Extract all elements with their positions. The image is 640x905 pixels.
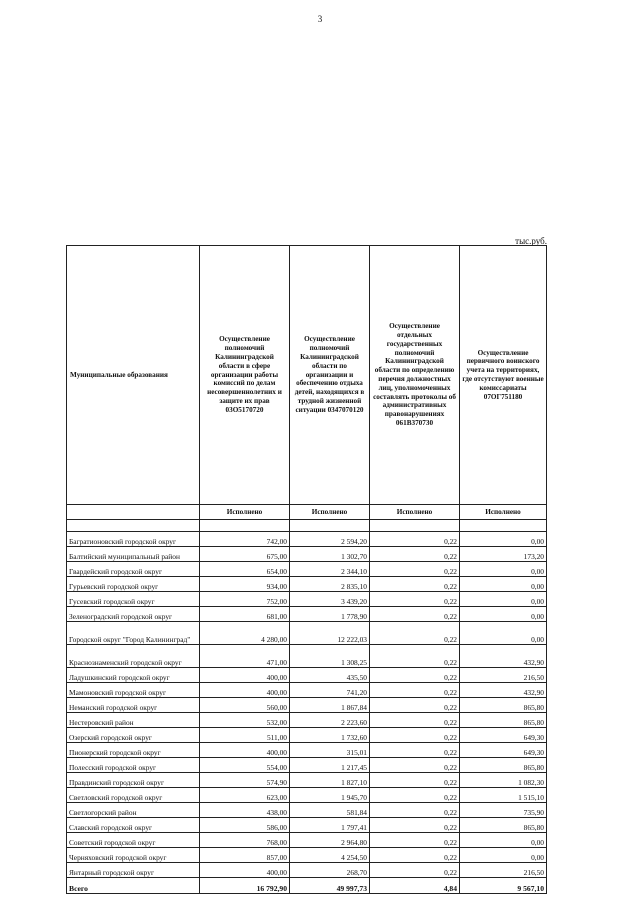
municipality-name: Янтарный городской округ bbox=[67, 863, 200, 878]
page-number: 3 bbox=[317, 14, 323, 24]
value-officials-list: 0,22 bbox=[370, 683, 460, 698]
municipality-name: Ладушкинский городской округ bbox=[67, 668, 200, 683]
value-commissions: 768,00 bbox=[200, 833, 290, 848]
value-children-rest: 1 732,60 bbox=[290, 728, 370, 743]
value-officials-list: 0,22 bbox=[370, 728, 460, 743]
municipality-name: Правдинский городской округ bbox=[67, 773, 200, 788]
value-commissions: 560,00 bbox=[200, 698, 290, 713]
value-children-rest: 1 778,90 bbox=[290, 607, 370, 622]
value-military-registration: 865,80 bbox=[460, 758, 547, 773]
municipality-name: Озерский городской округ bbox=[67, 728, 200, 743]
value-officials-list: 0,22 bbox=[370, 547, 460, 562]
table-row bbox=[67, 607, 547, 622]
status-cell bbox=[67, 505, 200, 520]
total-row bbox=[67, 878, 547, 894]
table-row bbox=[67, 803, 547, 818]
municipality-name: Мамоновский городской округ bbox=[67, 683, 200, 698]
value-military-registration: 0,00 bbox=[460, 622, 547, 645]
value-military-registration: 0,00 bbox=[460, 532, 547, 547]
table-row bbox=[67, 818, 547, 833]
table-row bbox=[67, 645, 547, 668]
municipality-name: Багратионовский городской округ bbox=[67, 532, 200, 547]
value-commissions: 532,00 bbox=[200, 713, 290, 728]
value-military-registration: 216,50 bbox=[460, 668, 547, 683]
value-officials-list: 0,22 bbox=[370, 743, 460, 758]
value-commissions: 438,00 bbox=[200, 803, 290, 818]
value-children-rest: 1 827,10 bbox=[290, 773, 370, 788]
value-children-rest: 1 217,45 bbox=[290, 758, 370, 773]
value-children-rest: 2 594,20 bbox=[290, 532, 370, 547]
value-military-registration: 0,00 bbox=[460, 577, 547, 592]
value-commissions: 471,00 bbox=[200, 645, 290, 668]
status-cell: Исполнено bbox=[460, 505, 547, 520]
value-officials-list: 0,22 bbox=[370, 863, 460, 878]
municipality-name: Славский городской округ bbox=[67, 818, 200, 833]
value-children-rest: 2 835,10 bbox=[290, 577, 370, 592]
value-military-registration: 865,80 bbox=[460, 818, 547, 833]
status-cell: Исполнено bbox=[370, 505, 460, 520]
table-body bbox=[67, 532, 547, 878]
value-officials-list: 0,22 bbox=[370, 803, 460, 818]
municipality-name: Гурьевский городской округ bbox=[67, 577, 200, 592]
table-row bbox=[67, 713, 547, 728]
municipality-name: Гвардейский городской округ bbox=[67, 562, 200, 577]
table-row bbox=[67, 592, 547, 607]
value-children-rest: 2 344,10 bbox=[290, 562, 370, 577]
value-officials-list: 0,22 bbox=[370, 577, 460, 592]
spacer-row bbox=[67, 520, 547, 532]
value-children-rest: 741,20 bbox=[290, 683, 370, 698]
value-officials-list: 0,22 bbox=[370, 848, 460, 863]
value-officials-list: 0,22 bbox=[370, 758, 460, 773]
value-commissions: 586,00 bbox=[200, 818, 290, 833]
status-cell: Исполнено bbox=[290, 505, 370, 520]
value-military-registration: 649,30 bbox=[460, 743, 547, 758]
value-children-rest: 12 222,03 bbox=[290, 622, 370, 645]
value-commissions: 752,00 bbox=[200, 592, 290, 607]
value-children-rest: 1 797,41 bbox=[290, 818, 370, 833]
units-label: тыс.руб. bbox=[515, 236, 547, 246]
value-commissions: 857,00 bbox=[200, 848, 290, 863]
value-commissions: 400,00 bbox=[200, 743, 290, 758]
value-officials-list: 0,22 bbox=[370, 698, 460, 713]
value-children-rest: 435,50 bbox=[290, 668, 370, 683]
value-officials-list: 0,22 bbox=[370, 713, 460, 728]
municipality-name: Краснознаменский городской округ bbox=[67, 645, 200, 668]
municipality-name: Нестеровский район bbox=[67, 713, 200, 728]
value-children-rest: 2 223,60 bbox=[290, 713, 370, 728]
status-row bbox=[67, 505, 547, 520]
value-officials-list: 0,22 bbox=[370, 592, 460, 607]
value-officials-list: 0,22 bbox=[370, 645, 460, 668]
value-military-registration: 0,00 bbox=[460, 833, 547, 848]
municipality-name: Гусевский городской округ bbox=[67, 592, 200, 607]
municipality-name: Советский городской округ bbox=[67, 833, 200, 848]
column-header-municipality: Муниципальные образования bbox=[67, 246, 200, 505]
value-military-registration: 865,80 bbox=[460, 698, 547, 713]
table-row bbox=[67, 622, 547, 645]
value-children-rest: 3 439,20 bbox=[290, 592, 370, 607]
header-row bbox=[67, 246, 547, 505]
table-row bbox=[67, 788, 547, 803]
table-row bbox=[67, 668, 547, 683]
value-officials-list: 0,22 bbox=[370, 607, 460, 622]
value-military-registration: 735,90 bbox=[460, 803, 547, 818]
value-officials-list: 0,22 bbox=[370, 788, 460, 803]
value-officials-list: 0,22 bbox=[370, 833, 460, 848]
value-commissions: 574,90 bbox=[200, 773, 290, 788]
value-commissions: 400,00 bbox=[200, 863, 290, 878]
table-row bbox=[67, 743, 547, 758]
table-row bbox=[67, 532, 547, 547]
value-commissions: 400,00 bbox=[200, 668, 290, 683]
table-row bbox=[67, 547, 547, 562]
budget-table bbox=[66, 245, 547, 894]
municipality-name: Зеленоградский городской округ bbox=[67, 607, 200, 622]
column-header-officials-list: Осуществление отдельных государственных полномочий Калининградской области по определению перечня должностных лиц, уполномоченных составлять протоколы об административных правонарушениях 061В370730 bbox=[370, 246, 460, 505]
value-military-registration: 865,80 bbox=[460, 713, 547, 728]
value-children-rest: 4 254,50 bbox=[290, 848, 370, 863]
total-value: 4,84 bbox=[370, 878, 460, 894]
value-commissions: 400,00 bbox=[200, 683, 290, 698]
table-row bbox=[67, 577, 547, 592]
value-commissions: 742,00 bbox=[200, 532, 290, 547]
value-children-rest: 1 308,25 bbox=[290, 645, 370, 668]
total-value: 16 792,90 bbox=[200, 878, 290, 894]
value-military-registration: 216,50 bbox=[460, 863, 547, 878]
table-row bbox=[67, 833, 547, 848]
value-commissions: 4 280,00 bbox=[200, 622, 290, 645]
value-commissions: 623,00 bbox=[200, 788, 290, 803]
value-officials-list: 0,22 bbox=[370, 562, 460, 577]
table-row bbox=[67, 863, 547, 878]
value-commissions: 511,00 bbox=[200, 728, 290, 743]
value-military-registration: 649,30 bbox=[460, 728, 547, 743]
value-military-registration: 432,90 bbox=[460, 645, 547, 668]
table-row bbox=[67, 848, 547, 863]
table-row bbox=[67, 773, 547, 788]
column-header-children-rest: Осуществление полномочий Калининградской области по организации и обеспечению отдыха детей, находящихся в трудной жизненной ситуации 0347070120 bbox=[290, 246, 370, 505]
table-row bbox=[67, 562, 547, 577]
value-military-registration: 0,00 bbox=[460, 562, 547, 577]
value-children-rest: 2 964,80 bbox=[290, 833, 370, 848]
value-military-registration: 1 515,10 bbox=[460, 788, 547, 803]
table-row bbox=[67, 698, 547, 713]
municipality-name: Черняховский городской округ bbox=[67, 848, 200, 863]
value-children-rest: 315,01 bbox=[290, 743, 370, 758]
municipality-name: Городской округ "Город Калининград" bbox=[67, 622, 200, 645]
total-value: 49 997,73 bbox=[290, 878, 370, 894]
value-military-registration: 1 082,30 bbox=[460, 773, 547, 788]
table-row bbox=[67, 758, 547, 773]
value-commissions: 934,00 bbox=[200, 577, 290, 592]
table-row bbox=[67, 683, 547, 698]
value-officials-list: 0,22 bbox=[370, 773, 460, 788]
value-commissions: 654,00 bbox=[200, 562, 290, 577]
value-military-registration: 432,90 bbox=[460, 683, 547, 698]
municipality-name: Светловский городской округ bbox=[67, 788, 200, 803]
value-officials-list: 0,22 bbox=[370, 532, 460, 547]
value-commissions: 554,00 bbox=[200, 758, 290, 773]
status-cell: Исполнено bbox=[200, 505, 290, 520]
value-commissions: 681,00 bbox=[200, 607, 290, 622]
value-commissions: 675,00 bbox=[200, 547, 290, 562]
municipality-name: Полесский городской округ bbox=[67, 758, 200, 773]
table-row bbox=[67, 728, 547, 743]
municipality-name: Неманский городской округ bbox=[67, 698, 200, 713]
value-children-rest: 581,84 bbox=[290, 803, 370, 818]
value-military-registration: 0,00 bbox=[460, 607, 547, 622]
value-officials-list: 0,22 bbox=[370, 622, 460, 645]
column-header-commissions: Осуществление полномочий Калининградской области в сфере организации работы комиссий по делам несовершеннолетних и защите их прав 03О5170720 bbox=[200, 246, 290, 505]
value-officials-list: 0,22 bbox=[370, 668, 460, 683]
value-military-registration: 173,20 bbox=[460, 547, 547, 562]
total-label: Всего bbox=[67, 878, 200, 894]
value-military-registration: 0,00 bbox=[460, 592, 547, 607]
total-value: 9 567,10 bbox=[460, 878, 547, 894]
municipality-name: Пионерский городской округ bbox=[67, 743, 200, 758]
value-officials-list: 0,22 bbox=[370, 818, 460, 833]
value-children-rest: 1 302,70 bbox=[290, 547, 370, 562]
value-military-registration: 0,00 bbox=[460, 848, 547, 863]
value-children-rest: 268,70 bbox=[290, 863, 370, 878]
value-children-rest: 1 867,84 bbox=[290, 698, 370, 713]
column-header-military-registration: Осуществление первичного воинского учета на территориях, где отсутствуют военные комиссариаты 07ОГ751180 bbox=[460, 246, 547, 505]
municipality-name: Светлогорский район bbox=[67, 803, 200, 818]
value-children-rest: 1 945,70 bbox=[290, 788, 370, 803]
municipality-name: Балтийский муниципальный район bbox=[67, 547, 200, 562]
